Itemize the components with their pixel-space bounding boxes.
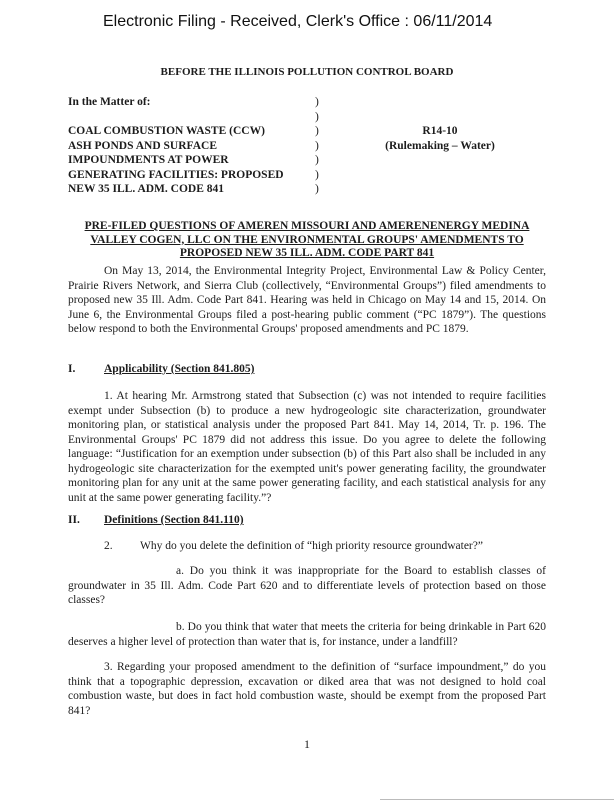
caption-paren: )	[315, 96, 319, 108]
caption-line: ASH PONDS AND SURFACE	[68, 139, 217, 152]
question-2a: a. Do you think it was inappropriate for the Board to establish classes of groundwater in 35 Ill. Adm. Code Part 620 and to differentiate levels of protection based on those classes?	[68, 565, 546, 606]
caption-line: GENERATING FACILITIES: PROPOSED	[68, 168, 284, 181]
section-number: II.	[68, 514, 80, 526]
caption-line: COAL COMBUSTION WASTE (CCW)	[68, 125, 265, 137]
intro-paragraph: On May 13, 2014, the Environmental Integrity Project, Environmental Law & Policy Center, Prairie Rivers Network, and Sierra Club (collectively, “Environmental Groups”) filed amendments to proposed new 35 Ill. Adm. Code Part 841. Hearing was held in Chicago on May 14 and 15, 2014. On June 6, the Environmental Groups filed a post-hearing public comment (“PC 1879”). The questions below respond to both the Environmental Groups' proposed amendments and PC 1879.	[68, 265, 546, 335]
question-text: Why do you delete the definition of “high priority resource groundwater?”	[140, 540, 483, 552]
electronic-filing-stamp: Electronic Filing - Received, Clerk's Office : 06/11/2014	[103, 13, 493, 30]
caption-line: IMPOUNDMENTS AT POWER	[68, 154, 229, 166]
section-title: Applicability (Section 841.805)	[104, 363, 255, 375]
question-3: 3. Regarding your proposed amendment to the definition of “surface impoundment,” do you think that a topographic depression, excavation or diked area that was not designed to hold coal combustion waste, but does in fact hold combustion waste, should be exempt from the proposed Part 841?	[68, 661, 546, 717]
question-number: 2.	[104, 540, 113, 552]
question-1: 1. At hearing Mr. Armstrong stated that Subsection (c) was not intended to require facilities exempt under Subsection (b) to produce a new hydrogeologic site characterization, groundwater monitoring plan, or statistical analysis under the proposed Part 841. May 14, 2014, Tr. p. 196. The Environmental Groups' PC 1879 did not address this issue. Do you agree to delete the following language: “Justification for an exemption under subsection (b) of this Part also shall be included in any hydrogeologic site characterization for the exempted unit's power generating facility, the groundwater monitoring plan for any unit at the same power generating facility, and each statistical analysis for any unit at the same power generating facility.”?	[68, 390, 546, 504]
question-2	[104, 540, 483, 552]
caption-paren: )	[315, 154, 319, 166]
caption-paren: )	[315, 110, 319, 123]
section-heading-applicability	[68, 363, 254, 375]
document-title: PRE-FILED QUESTIONS OF AMEREN MISSOURI AND AMERENENERGY MEDINA VALLEY COGEN, LLC ON THE ENVIRONMENTAL GROUPS' AMENDMENTS TO PROPOSED NEW 35 ILL. ADM. CODE PART 841	[84, 220, 530, 259]
page-number: 1	[304, 737, 310, 751]
caption-paren: )	[315, 125, 319, 137]
matter-label: In the Matter of:	[68, 96, 151, 108]
section-title: Definitions (Section 841.110)	[104, 514, 244, 526]
section-number: I.	[68, 363, 76, 375]
caption-line: NEW 35 ILL. ADM. CODE 841	[68, 183, 225, 195]
board-heading: BEFORE THE ILLINOIS POLLUTION CONTROL BOARD	[160, 66, 454, 78]
docket-type: (Rulemaking – Water)	[385, 139, 495, 152]
caption-paren: )	[315, 183, 319, 195]
caption-paren: )	[315, 168, 319, 181]
section-heading-definitions	[68, 514, 244, 526]
question-2b: b. Do you think that water that meets the criteria for being drinkable in Part 620 deserves a higher level of protection than water that is, for instance, under a landfill?	[68, 621, 546, 648]
caption-paren: )	[315, 139, 319, 152]
docket-number: R14-10	[422, 125, 458, 137]
